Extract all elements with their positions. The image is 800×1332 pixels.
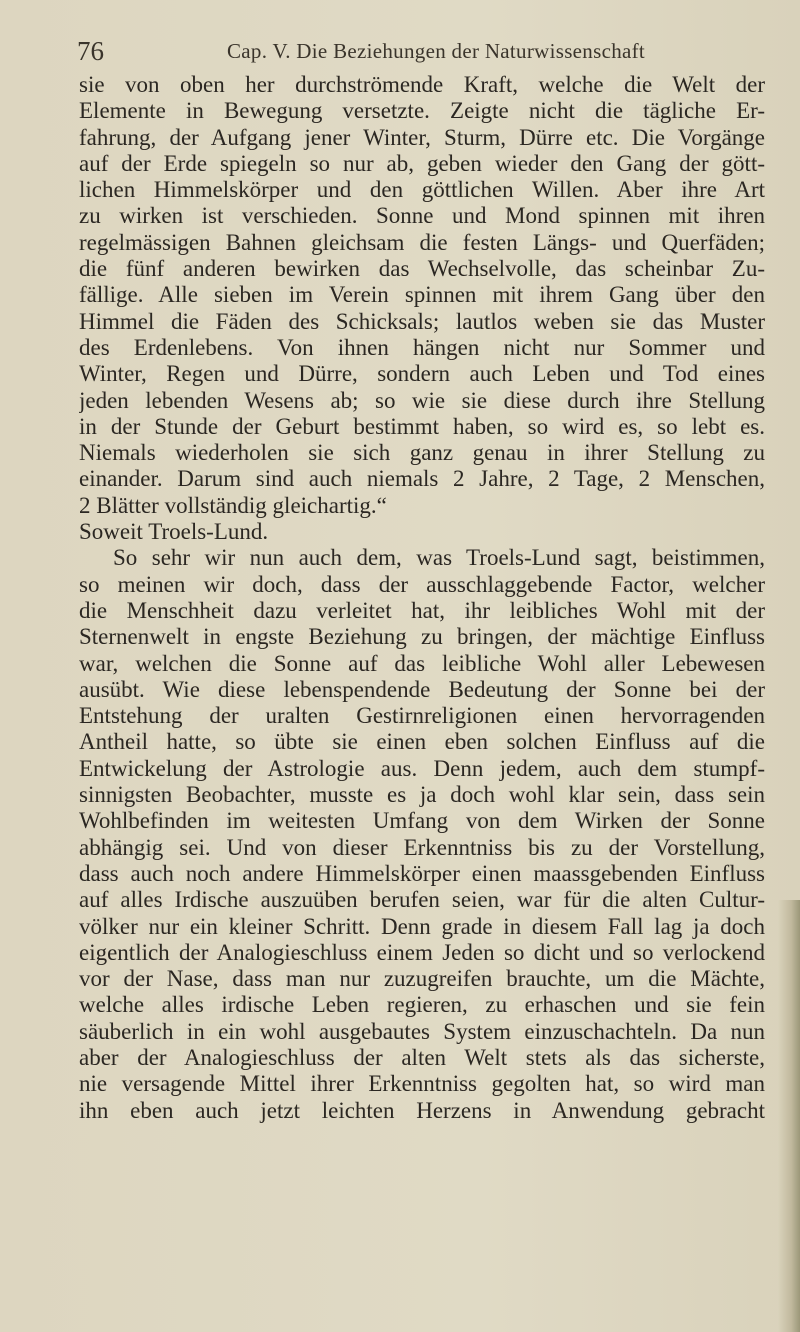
text-line: war, welchen die Sonne auf das leibliche Wohl aller Lebewesen	[79, 650, 765, 676]
text-line: Niemals wiederholen sie sich ganz genau in ihrer Stellung zu	[79, 440, 765, 466]
page-edge-shadow	[778, 900, 800, 1332]
text-line: dass auch noch andere Himmelskörper einen maassgebenden Einfluss	[79, 860, 765, 886]
text-line: abhängig sei. Und von dieser Erkenntniss bis zu der Vorstellung,	[79, 834, 765, 860]
text-line: nie versagende Mittel ihrer Erkenntniss gegolten hat, so wird man	[79, 1071, 765, 1097]
text-line: vor der Nase, dass man nur zuzugreifen brauchte, um die Mächte,	[79, 966, 765, 992]
text-line: Entwickelung der Astrologie aus. Denn jedem, auch dem stumpf-	[79, 755, 765, 781]
text-line: fahrung, der Aufgang jener Winter, Sturm, Dürre etc. Die Vorgänge	[79, 124, 765, 150]
text-line: jeden lebenden Wesens ab; so wie sie diese durch ihre Stellung	[79, 387, 765, 413]
text-line: so meinen wir doch, dass der ausschlaggebende Factor, welcher	[79, 571, 765, 597]
text-line: lichen Himmelskörper und den göttlichen Willen. Aber ihre Art	[79, 177, 765, 203]
text-line: Sternenwelt in engste Beziehung zu bringen, der mächtige Einfluss	[79, 624, 765, 650]
text-line: sie von oben her durchströmende Kraft, welche die Welt der	[79, 72, 765, 97]
text-line: ihn eben auch jetzt leichten Herzens in Anwendung gebracht	[79, 1097, 765, 1123]
text-line: Elemente in Bewegung versetzte. Zeigte nicht die tägliche Er-	[79, 98, 765, 124]
text-line: einander. Darum sind auch niemals 2 Jahre, 2 Tage, 2 Menschen,	[79, 466, 765, 492]
text-line: auf alles Irdische auszuüben berufen seien, war für die alten Cultur-	[79, 887, 765, 913]
text-line: Himmel die Fäden des Schicksals; lautlos weben sie das Muster	[79, 308, 765, 334]
text-line: die Menschheit dazu verleitet hat, ihr leibliches Wohl mit der	[79, 597, 765, 623]
text-line: in der Stunde der Geburt bestimmt haben, so wird es, so lebt es.	[79, 413, 765, 439]
text-line: 2 Blätter vollständig gleichartig.“	[79, 492, 387, 518]
text-line: eigentlich der Analogieschluss einem Jeden so dicht und so verlockend	[79, 939, 765, 965]
text-line: sinnigsten Beobachter, musste es ja doch wohl klar sein, dass sein	[79, 782, 765, 808]
text-line: Winter, Regen und Dürre, sondern auch Leben und Tod eines	[79, 361, 765, 387]
text-line: ausübt. Wie diese lebenspendende Bedeutung der Sonne bei der	[79, 676, 765, 702]
text-line: welche alles irdische Leben regieren, zu erhaschen und sie fein	[79, 992, 765, 1018]
page-number: 76	[77, 36, 104, 66]
text-line: regelmässigen Bahnen gleichsam die festen Längs- und Querfäden;	[79, 229, 765, 255]
text-line: Soweit Troels-Lund.	[79, 519, 269, 545]
page-header	[77, 36, 757, 70]
text-line: völker nur ein kleiner Schritt. Denn grade in diesem Fall lag ja doch	[79, 913, 765, 939]
text-line: Entstehung der uralten Gestirnreligionen einen hervorragenden	[79, 703, 765, 729]
text-line: So sehr wir nun auch dem, was Troels-Lund sagt, beistimmen,	[113, 545, 765, 571]
text-line: zu wirken ist verschieden. Sonne und Mond spinnen mit ihren	[79, 203, 765, 229]
body-text	[79, 72, 765, 1124]
text-line: fällige. Alle sieben im Verein spinnen mit ihrem Gang über den	[79, 282, 765, 308]
text-line: des Erdenlebens. Von ihnen hängen nicht nur Sommer und	[79, 334, 765, 360]
text-line: Antheil hatte, so übte sie einen eben solchen Einfluss auf die	[79, 729, 765, 755]
text-line: säuberlich in ein wohl ausgebautes System einzuschachteln. Da nun	[79, 1018, 765, 1044]
text-line: auf der Erde spiegeln so nur ab, geben wieder den Gang der gött-	[79, 150, 765, 176]
running-head: Cap. V. Die Beziehungen der Naturwissenschaft	[227, 39, 646, 63]
text-line: Wohlbefinden im weitesten Umfang von dem Wirken der Sonne	[79, 808, 765, 834]
text-line: aber der Analogieschluss der alten Welt stets als das sicherste,	[79, 1044, 765, 1070]
text-line: die fünf anderen bewirken das Wechselvolle, das scheinbar Zu-	[79, 256, 765, 282]
